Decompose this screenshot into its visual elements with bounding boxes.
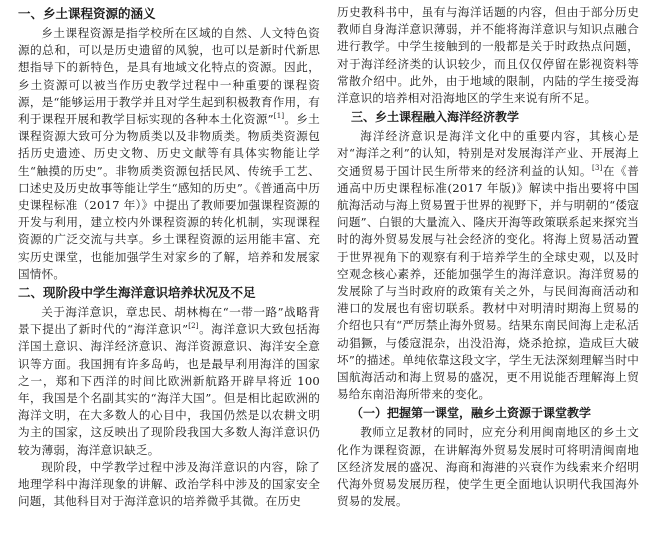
paragraph-text: 乡土课程资源是指学校所在区域的自然、人文特色资源的总和，可以是历史遗留的风貌，也可以是新时代新思想指导下的新特色，是具有地域文化特点的资源。因此，乡土资源可以被当作历史教学过程中一种重要的课程资源，是“能够运用于教学并且对学生起到积极教育作用，有利于课程开展和教学目标实现的各种本土化资源” [18,26,320,127]
section-heading-3: 三、乡土课程融入海洋经济教学 [351,110,520,125]
paragraph-text: 。海洋意识大致包括海洋国土意识、海洋经济意识、海洋资源意识、海洋安全意识等方面。我国拥有许多岛屿，也是最早利用海洋的国家之一，郑和下西洋的时间比欧洲新航路开辟早将近 100 年，我国是个名副其实的“海洋大国”。但是相比起欧洲的海洋文明，在大多数人的心目中，我国仍然是以农耕文明为主的国家，这反映出了现阶段我国大多数人海洋意识仍较为薄弱，海洋意识缺乏。 [18,322,320,457]
paragraph-text: 在《普通高中历史课程标准(2017 年版)》解读中指出要将中国航海活动与海上贸易置于世界的视野下，并与明朝的“倭寇问题”、白银的大量流入、隆庆开海等政策联系起来探究当时的海外贸易发展与社会经济的变化。将海上贸易活动置于世界视角下的观察有利于培养学生的全球史观，以及时空观念核心素养，还能加强学生的海洋意识。海洋贸易的发展除了与当时政府的政策有关之外，与民间海商活动和港口的发展也有密切联系。教材中对明清时期海上贸易的介绍也只有“严厉禁止海外贸易。结果东南民间海上走私活动猖獗，与倭寇混杂，出没沿海，烧杀抢掠，造成巨大破坏”的描述。单纯依靠这段文字，学生无法深刻理解当时中国航海活动和海上贸易的盛况，更不用说能否理解海上贸易给东南沿海所带来的变化。 [337,163,639,402]
paragraph-text: 。乡土课程资源大致可分为物质类以及非物质类。物质类资源包括历史遗迹、历史文物、历史文献等有具体实物能让学生“触摸的历史”。非物质类资源包括民风、传统手工艺、口述史及历史故事等能让学生“感知的历史”。《普通高中历史课程标准（2017 年）》中提出了教师要加强课程资源的开发与利用，建立校内外课程资源的转化机制，实现课程资源的广泛交流与共享。乡土课程资源的运用能丰富、充实历史课堂，也能加强学生对家乡的了解，培养和发展家国情怀。 [18,112,320,281]
citation-ref: [2] [188,322,199,331]
paragraph-current-teaching: 现阶段，中学教学过程中涉及海洋意识的内容，除了地理学科中海洋现象的讲解、政治学科中涉及的国家安全问题，其他科目对于海洋意识的培养微乎其微。在历史 [18,459,320,509]
paragraph-text: 关于海洋意识，章忠民、胡林梅在“一带一路”战略背景下提出了新时代的“海洋意识” [18,305,320,337]
paragraph-continued: 历史教科书中，虽有与海洋话题的内容，但由于部分历史教师自身海洋意识薄弱，并不能将海洋意识与知识点融合进行教学。中学生接触到的一般都是关于时政热点问题，对于海洋经济类的认识较少，而且仅仅停留在影视资料等常散介绍中。此外，由于地域的限制，内陆的学生接受海洋意识的培养相对沿海地区的学生来说有所不足。 [337,5,639,106]
right-column [337,4,639,510]
paragraph-classroom-teaching: 教师立足教材的同时，应充分利用闽南地区的乡土文化作为课程资源，在讲解海外贸易发展时可将明清闽南地区经济发展的盛况、海商和海港的兴衰作为线索来介绍明代海外贸易发展历程，使学生更全面地认识明代我国海外贸易的发展。 [337,425,639,509]
citation-ref: [3] [592,163,603,172]
paragraph-text: 海洋经济意识是海洋文化中的重要内容，其核心是对“海洋之利”的认知，特别是对发展海洋产业、开展海上交通贸易于国计民生所带来的经济利益的认知。 [337,129,639,178]
paragraph-ocean-awareness [18,304,320,459]
left-column [18,4,320,510]
paragraph-resource-definition [18,25,320,283]
section-heading-1: 一、乡土课程资源的涵义 [18,6,156,21]
section-heading-2: 二、现阶段中学生海洋意识培养状况及不足 [18,285,256,301]
citation-ref: [1] [273,112,285,121]
subsection-heading-1: （一）把握第一课堂，融乡土资源于课堂教学 [351,406,592,421]
paragraph-ocean-economy [337,128,639,403]
